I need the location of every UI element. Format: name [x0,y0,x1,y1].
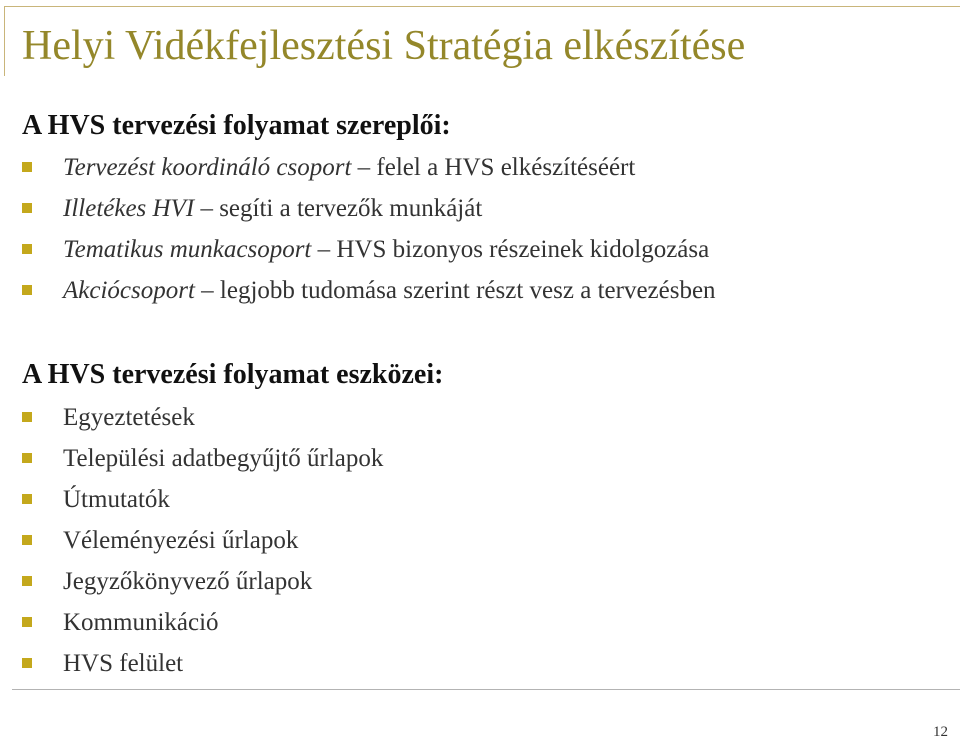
list-item: Véleményezési űrlapok [22,520,383,561]
square-bullet-icon [22,162,32,172]
square-bullet-icon [22,535,32,545]
list-item: Kommunikáció [22,602,383,643]
section-heading-tools: A HVS tervezési folyamat eszközei: [22,359,444,390]
square-bullet-icon [22,494,32,504]
tools-list [22,397,383,684]
list-item: Jegyzőkönyvező űrlapok [22,561,383,602]
square-bullet-icon [22,658,32,668]
section-heading-actors: A HVS tervezési folyamat szereplői: [22,110,451,141]
square-bullet-icon [22,203,32,213]
list-item: Útmutatók [22,479,383,520]
list-item: HVS felület [22,643,383,684]
square-bullet-icon [22,244,32,254]
list-item: Tematikus munkacsoport – HVS bizonyos részeinek kidolgozása [22,229,716,270]
list-item: Akciócsoport – legjobb tudomása szerint részt vesz a tervezésben [22,270,716,311]
left-border-line [4,6,5,76]
slide-title: Helyi Vidékfejlesztési Stratégia elkészítése [22,23,746,69]
actors-list [22,147,716,311]
list-item: Egyeztetések [22,397,383,438]
footer-divider [12,689,960,690]
page-number: 12 [933,724,948,740]
square-bullet-icon [22,617,32,627]
list-item: Illetékes HVI – segíti a tervezők munkáját [22,188,716,229]
list-item: Tervezést koordináló csoport – felel a HVS elkészítéséért [22,147,716,188]
top-border-line [4,6,960,7]
list-item: Települési adatbegyűjtő űrlapok [22,438,383,479]
square-bullet-icon [22,412,32,422]
square-bullet-icon [22,285,32,295]
square-bullet-icon [22,576,32,586]
square-bullet-icon [22,453,32,463]
